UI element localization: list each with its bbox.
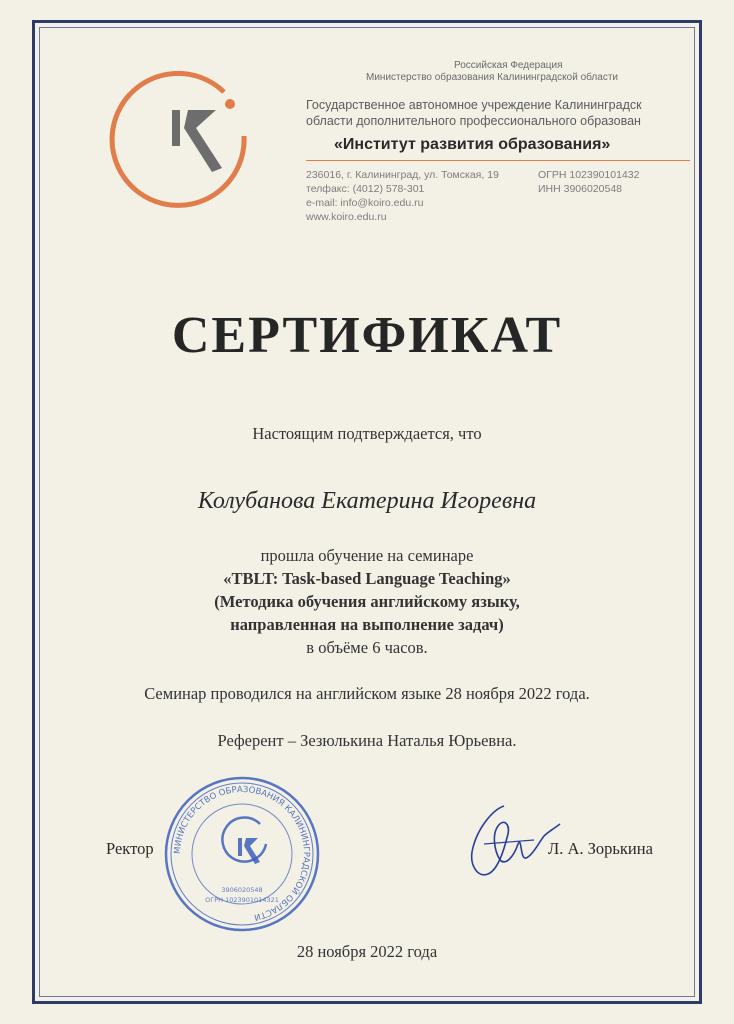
org-line-2: области дополнительного профессионального образован (306, 114, 641, 128)
web-text: www.koiro.edu.ru (306, 211, 387, 223)
institute-logo (106, 66, 254, 214)
course-desc-2: направленная на выполнение задач) (230, 615, 504, 634)
phone-text: телфакс: (4012) 578-301 (306, 183, 425, 195)
institute-name: «Институт развития образования» (334, 136, 611, 153)
inn-text: ИНН 3906020548 (538, 183, 623, 195)
issue-date: 28 ноября 2022 года (296, 942, 438, 961)
completed-text: прошла обучение на семинаре (260, 546, 474, 565)
seal-inn: 3906020548 (221, 886, 263, 894)
federation-text: Российская Федерация (454, 60, 563, 71)
rector-label: Ректор (106, 839, 154, 858)
seal-ring-text: МИНИСТЕРСТВО ОБРАЗОВАНИЯ КАЛИНИНГРАДСКОЙ ОБЛАСТИ (172, 784, 312, 922)
registry-block (538, 168, 639, 196)
course-desc-1: (Методика обучения английскому языку, (214, 592, 520, 611)
ministry-text: Министерство образования Калининградской области (366, 72, 618, 83)
ogrn-text: ОГРН 102390101432 (538, 169, 640, 181)
contact-block (306, 168, 499, 224)
email-text: e-mail: info@koiro.edu.ru (306, 197, 424, 209)
course-title: «TBLT: Task-based Language Teaching» (223, 569, 511, 588)
header-rule (306, 160, 690, 161)
certificate-title: СЕРТИФИКАТ (171, 307, 563, 364)
official-seal (162, 774, 322, 934)
hours-text: в объёме 6 часов. (306, 638, 428, 657)
referent-text: Референт – Зезюлькина Наталья Юрьевна. (217, 731, 517, 750)
recipient-name: Колубанова Екатерина Игоревна (197, 488, 537, 514)
signer-name: Л. А. Зорькина (548, 839, 653, 858)
seminar-info: Семинар проводился на английском языке 28 ноября 2022 года. (144, 684, 590, 703)
org-line-1: Государственное автономное учреждение Калининградск (306, 98, 642, 112)
address-text: 236016, г. Калининград, ул. Томская, 19 (306, 169, 499, 181)
seal-ogrn: ОГРН 1023901014321 (205, 896, 279, 904)
confirm-text: Настоящим подтверждается, что (252, 424, 482, 443)
